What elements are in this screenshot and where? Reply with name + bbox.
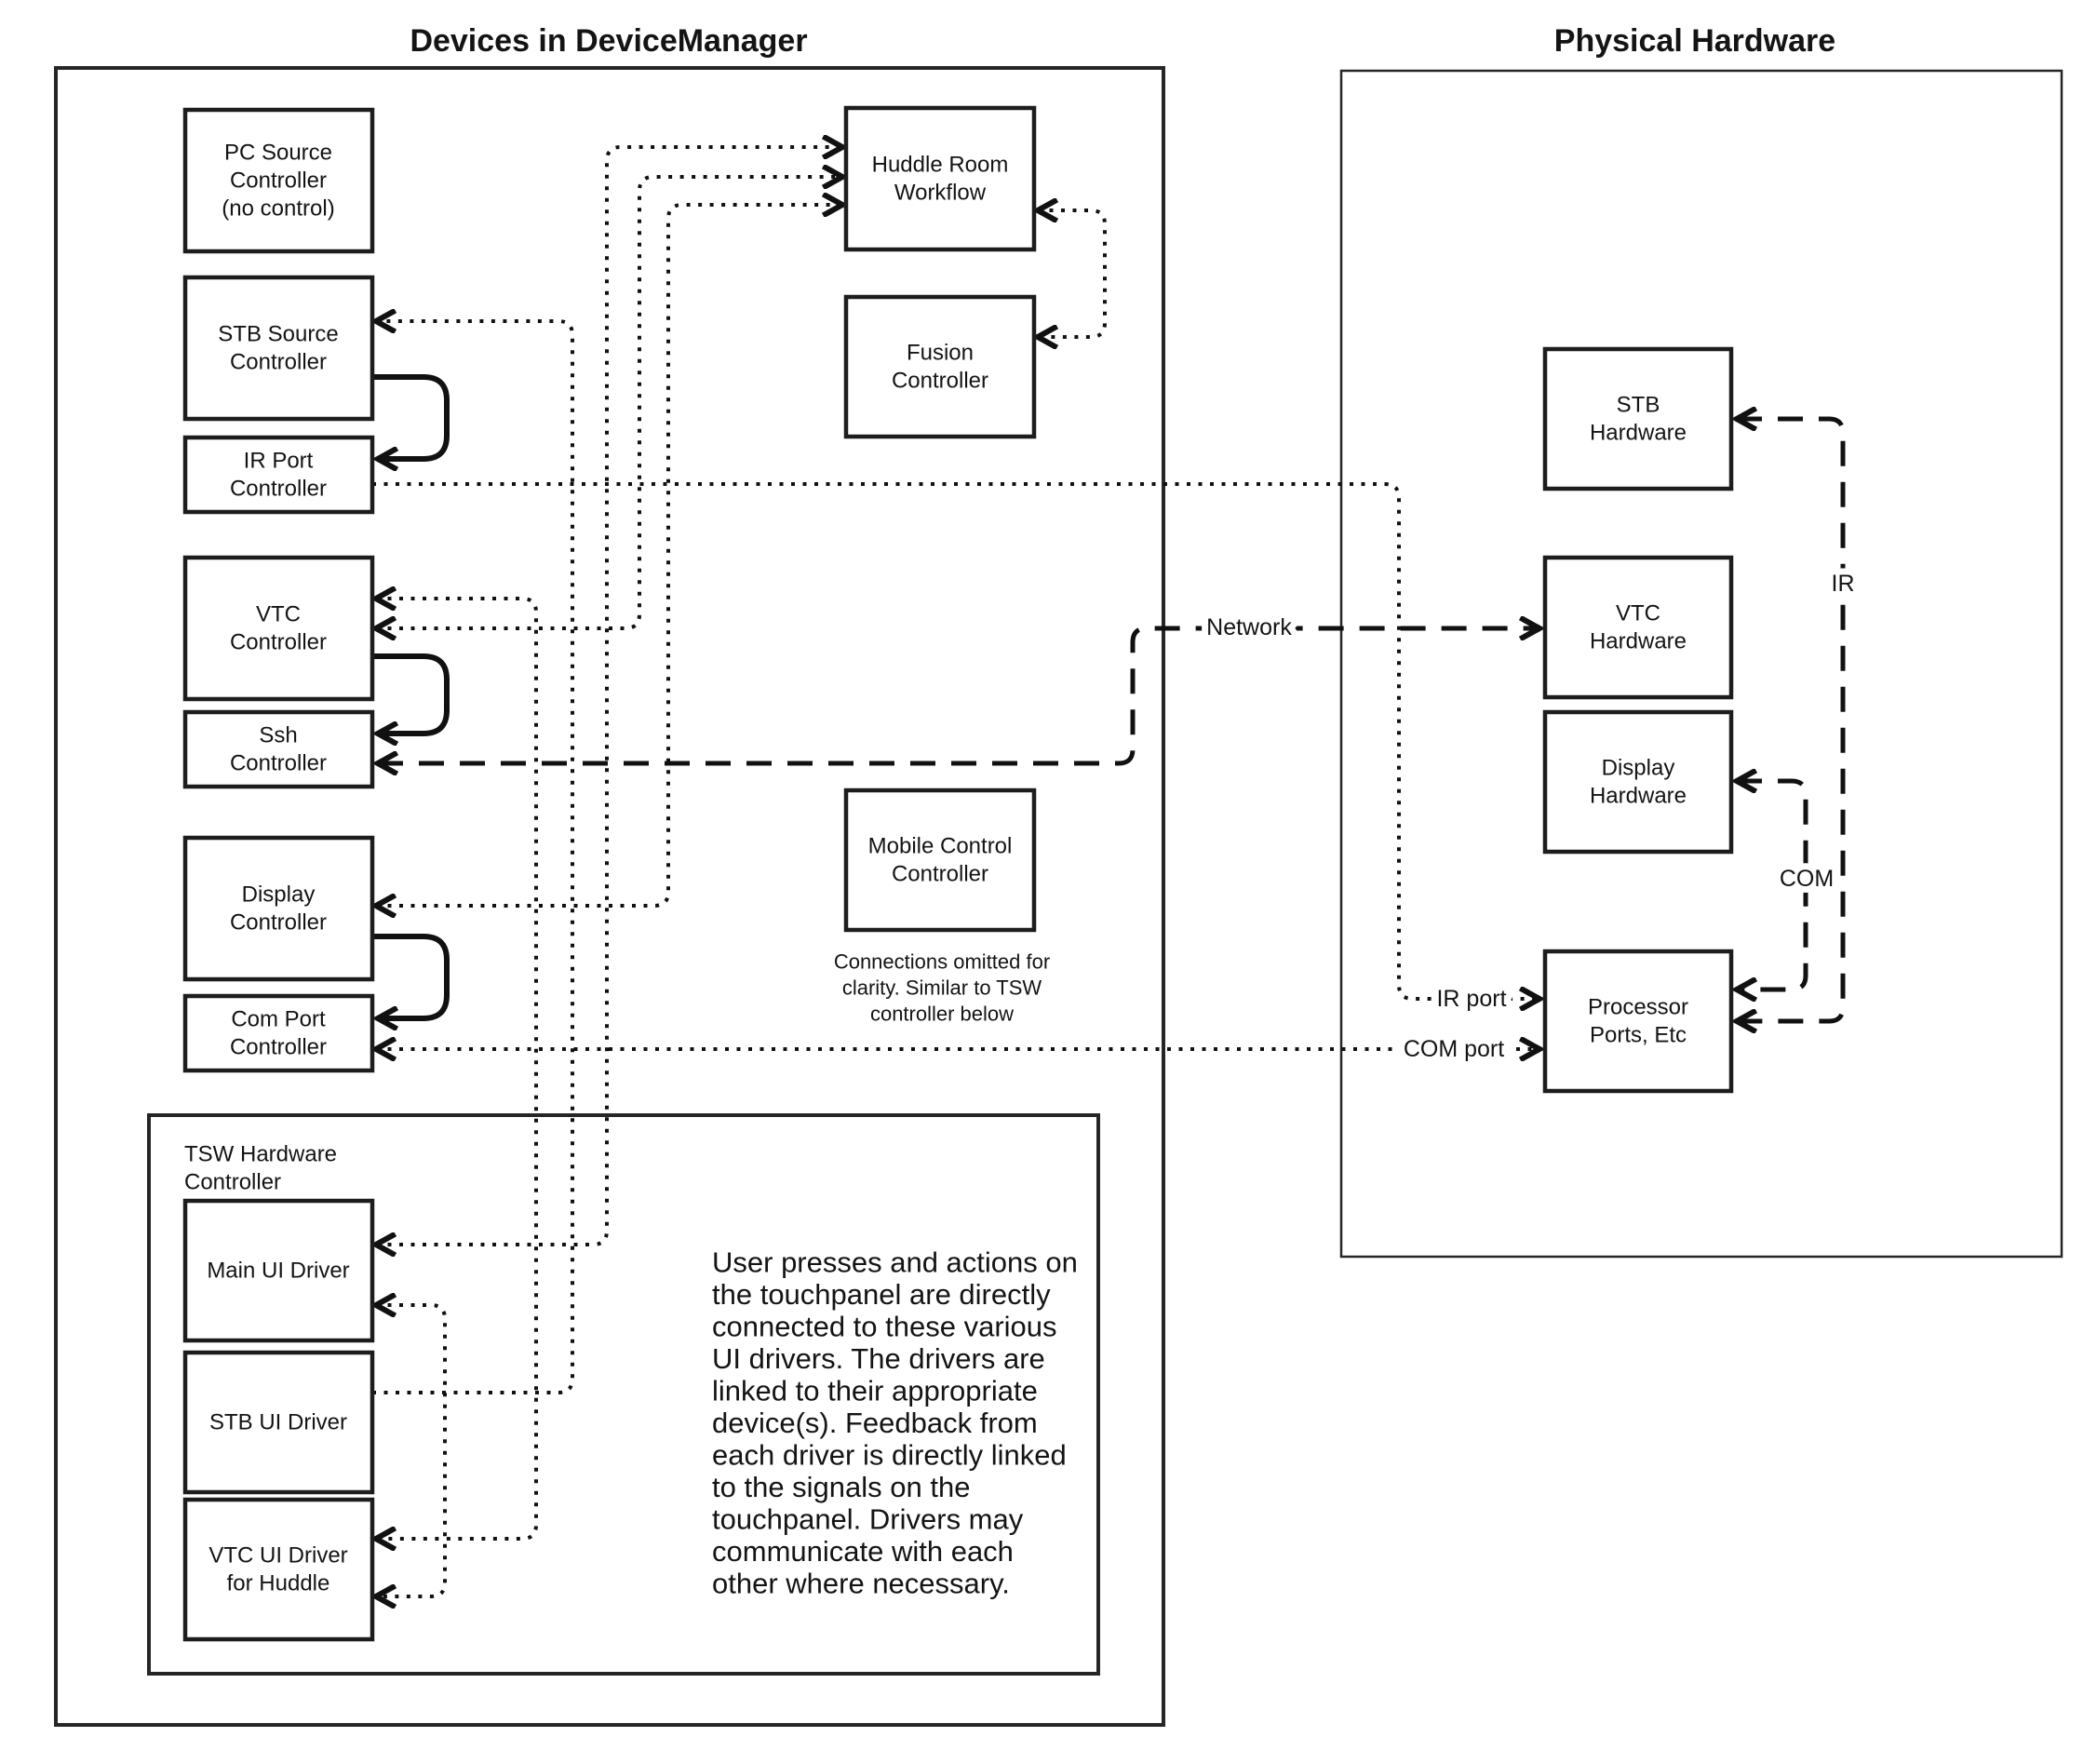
ir-port-controller-box	[185, 438, 372, 512]
vtc-controller-box	[185, 558, 372, 699]
connector-vtcui-vtc-dotted	[376, 599, 536, 1539]
display-label-line2: Controller	[229, 909, 328, 936]
stb-source-controller-box	[185, 277, 372, 419]
paragraph-line-9: touchpanel. Drivers may	[712, 1502, 1024, 1536]
huddle-label-line1: Huddle Room	[871, 152, 1009, 178]
fusion-label-line2: Controller	[891, 368, 989, 394]
stb-ui-driver-box	[185, 1353, 372, 1492]
stb-hardware-box	[1545, 349, 1731, 489]
stb-hardware-label-line1: STB	[1616, 392, 1660, 418]
connector-stbui-stbsource-dotted	[372, 321, 572, 1393]
vtc-controller-rect	[185, 558, 372, 699]
com-port-label-line2: Controller	[229, 1034, 328, 1060]
ir-port-label-line2: Controller	[229, 476, 328, 502]
paragraph-line-5: linked to their appropriate	[712, 1374, 1038, 1407]
connector-display-comport-solid	[372, 936, 447, 1018]
processor-ports-rect	[1545, 951, 1731, 1091]
stb-source-label-line1: STB Source	[218, 321, 339, 347]
pc-source-label-line2: Controller	[229, 168, 328, 194]
paragraph-line-10: communicate with each	[712, 1535, 1014, 1568]
connector-vtc-ssh-solid	[372, 656, 447, 734]
pc-source-controller-box	[185, 110, 372, 251]
ir-port-label-line1: IR Port	[243, 448, 314, 474]
pc-source-label-line1: PC Source	[223, 140, 333, 166]
mobile-caption-line2: clarity. Similar to TSW	[841, 976, 1042, 1000]
display-hardware-label-line1: Display	[1601, 755, 1675, 781]
connector-mainui-vtcui-dotted	[376, 1305, 445, 1596]
mobile-control-controller-box	[846, 790, 1034, 930]
display-controller-box	[185, 838, 372, 979]
huddle-room-workflow-rect	[846, 108, 1034, 249]
main-ui-driver-label: Main UI Driver	[207, 1258, 350, 1284]
stb-source-label-line2: Controller	[229, 349, 328, 375]
fusion-controller-rect	[846, 297, 1034, 437]
ssh-label-line2: Controller	[229, 750, 328, 776]
right-section-title: Physical Hardware	[1553, 23, 1836, 59]
ssh-controller-box	[185, 712, 372, 787]
processor-ports-box	[1545, 951, 1731, 1091]
com-port-label-line1: Com Port	[231, 1006, 326, 1032]
huddle-room-workflow-box	[846, 108, 1034, 249]
vtc-label-line1: VTC	[256, 601, 301, 627]
ssh-label-line1: Ssh	[259, 722, 298, 748]
com-line-label: COM	[1779, 866, 1835, 892]
huddle-label-line2: Workflow	[894, 180, 987, 206]
pc-source-label-line3: (no control)	[222, 195, 335, 222]
ir-line-label: IR	[1831, 571, 1855, 597]
main-ui-driver-box	[185, 1201, 372, 1340]
tsw-container-label-line2: Controller	[184, 1169, 282, 1195]
ir-port-line-label: IR port	[1436, 986, 1507, 1012]
vtc-label-line2: Controller	[229, 629, 328, 655]
mobile-caption	[834, 950, 1050, 1026]
vtc-hardware-label-line1: VTC	[1616, 600, 1660, 626]
paragraph-line-6: device(s). Feedback from	[712, 1407, 1038, 1439]
vtc-ui-driver-box	[185, 1500, 372, 1639]
com-port-line-label: COM port	[1403, 1036, 1505, 1062]
mobile-caption-line1: Connections omitted for	[833, 949, 1051, 974]
display-label-line1: Display	[241, 882, 316, 908]
vtc-ui-driver-label-line1: VTC UI Driver	[208, 1542, 348, 1569]
vtc-hardware-label-line2: Hardware	[1589, 628, 1687, 654]
stb-hardware-label-line2: Hardware	[1589, 420, 1687, 446]
fusion-controller-box	[846, 297, 1034, 437]
paragraph-line-7: each driver is directly linked	[712, 1438, 1067, 1472]
processor-ports-label-line2: Ports, Etc	[1589, 1022, 1687, 1048]
stb-source-controller-rect	[185, 277, 372, 419]
connector-huddle-fusion-dotted	[1038, 210, 1105, 337]
vtc-ui-driver-label-line2: for Huddle	[226, 1570, 330, 1596]
stb-ui-driver-label: STB UI Driver	[208, 1409, 348, 1435]
vtc-ui-driver-rect	[185, 1500, 372, 1639]
tsw-container-label-line1: TSW Hardware	[184, 1141, 338, 1167]
connector-display-huddle-dotted	[376, 205, 842, 906]
processor-ports-label-line1: Processor	[1587, 994, 1689, 1020]
display-hardware-box	[1545, 712, 1731, 852]
tsw-description-paragraph	[712, 1246, 1078, 1600]
connector-stbsource-irport-solid	[372, 377, 447, 459]
network-line-label: Network	[1206, 614, 1292, 640]
mobile-caption-line3: controller below	[869, 1002, 1015, 1026]
left-section-title: Devices in DeviceManager	[410, 23, 808, 59]
paragraph-line-3: connected to these various	[712, 1310, 1057, 1343]
paragraph-line-1: User presses and actions on	[712, 1246, 1078, 1279]
connector-ssh-vtchw-network-dashed	[378, 628, 1539, 763]
display-controller-rect	[185, 838, 372, 979]
paragraph-line-11: other where necessary.	[712, 1567, 1010, 1600]
connector-processor-stbhw-ir-dashed	[1737, 419, 1843, 1021]
com-port-controller-box	[185, 996, 372, 1071]
vtc-hardware-box	[1545, 558, 1731, 697]
stb-hardware-rect	[1545, 349, 1731, 489]
display-hardware-rect	[1545, 712, 1731, 852]
vtc-hardware-rect	[1545, 558, 1731, 697]
mobile-control-controller-rect	[846, 790, 1034, 930]
fusion-label-line1: Fusion	[906, 340, 975, 366]
paragraph-line-4: UI drivers. The drivers are	[712, 1342, 1045, 1375]
paragraph-line-2: the touchpanel are directly	[712, 1278, 1051, 1311]
display-hardware-label-line2: Hardware	[1589, 783, 1687, 809]
paragraph-line-8: to the signals on the	[712, 1471, 971, 1503]
mobile-label-line2: Controller	[891, 861, 989, 887]
mobile-label-line1: Mobile Control	[867, 833, 1013, 859]
